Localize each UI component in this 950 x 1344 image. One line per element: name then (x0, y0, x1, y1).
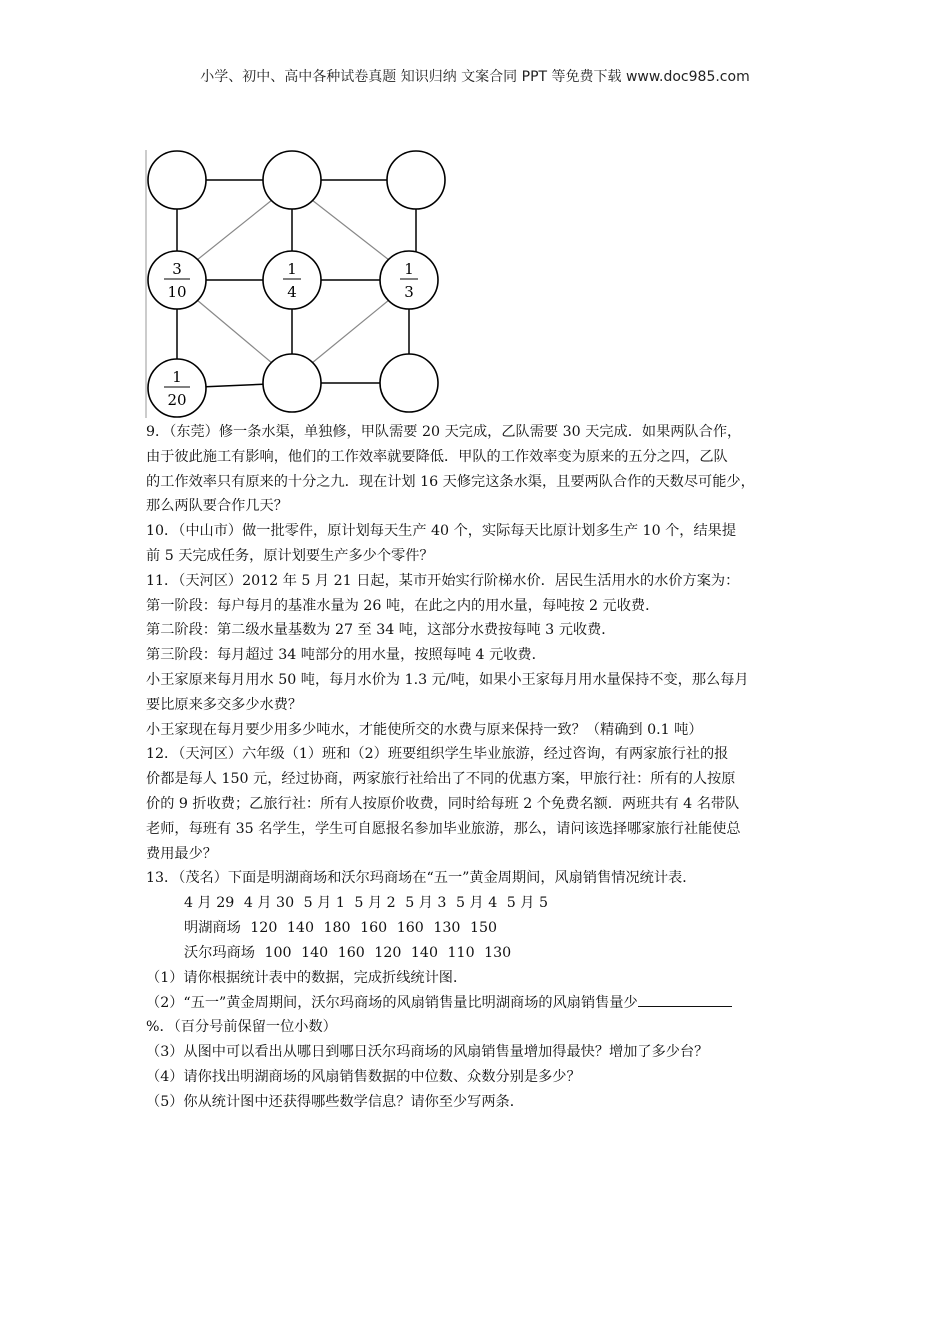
question-line: 10．（中山市）做一批零件，原计划每天生产 40 个，实际每天比原计划多生产 10 个，结果提 (146, 523, 737, 540)
questions (146, 420, 826, 1114)
value-cell: 140 (410, 944, 438, 961)
empty-circle (387, 151, 445, 209)
date-cell: 4 月 29 (184, 895, 235, 912)
question-13 (146, 866, 826, 1114)
question-line: 小王家现在每月要少用多少吨水，才能使所交的水费与原来保持一致？（精确到 0.1 吨） (146, 721, 703, 738)
table-row-minghu (146, 916, 826, 941)
question-line: 老师，每班有 35 名学生，学生可自愿报名参加毕业旅游，那么，请问该选择哪家旅行社能使总 (146, 820, 741, 837)
question-line: 9．（东莞）修一条水渠，单独修，甲队需要 20 天完成，乙队需要 30 天完成．如果两队合作， (146, 424, 742, 440)
question-line: 费用最少？ (146, 845, 217, 862)
date-cell: 4 月 30 (243, 895, 295, 912)
sub-question-2 (146, 990, 826, 1015)
fraction-denominator: 20 (167, 391, 187, 409)
question-line: 价都是每人 150 元，经过协商，两家旅行社给出了不同的优惠方案，甲旅行社：所有的人按原 (146, 771, 736, 788)
sub-question-2-text: （2）“五一”黄金周期间，沃尔玛商场的风扇销售量比明湖商场的风扇销售量少 (146, 995, 638, 1012)
table-row-walmart (146, 941, 826, 966)
question-12 (146, 742, 826, 866)
answer-blank[interactable] (638, 990, 732, 1007)
value-cell: 160 (396, 919, 424, 936)
sub-question-5: （5）你从统计图中还获得哪些数学信息？请你至少写两条． (146, 1093, 524, 1110)
value-cell: 130 (433, 919, 461, 936)
page-header: 小学、初中、高中各种试卷真题 知识归纳 文案合同 PPT 等免费下载 www.doc985.com (200, 69, 750, 85)
table-dates-row (146, 891, 826, 916)
store-name: 明湖商场 (184, 919, 241, 936)
fraction-numerator: 1 (404, 260, 414, 278)
value-cell: 160 (360, 919, 388, 936)
question-line: 价的 9 折收费；乙旅行社：所有人按原价收费，同时给每班 2 个免费名额．两班共有 4 名带队 (146, 795, 740, 812)
value-cell: 160 (337, 944, 365, 961)
store-name: 沃尔玛商场 (184, 944, 255, 961)
question-9 (146, 420, 826, 519)
question-line: 前 5 天完成任务，原计划要生产多少个零件？ (146, 547, 434, 564)
date-cell: 5 月 3 (405, 895, 447, 912)
fraction-denominator: 4 (287, 283, 297, 301)
empty-circle (380, 354, 438, 412)
question-line: 第一阶段：每户每月的基准水量为 26 吨，在此之内的用水量，每吨按 2 元收费． (146, 597, 660, 614)
sub-question-4: （4）请你找出明湖商场的风扇销售数据的中位数、众数分别是多少？ (146, 1068, 581, 1085)
date-cell: 5 月 1 (303, 895, 345, 912)
value-cell: 130 (484, 944, 512, 961)
sub-question-1: （1）请你根据统计表中的数据，完成折线统计图． (146, 969, 468, 986)
value-cell: 140 (286, 919, 314, 936)
value-cell: 140 (301, 944, 329, 961)
fraction-numerator: 3 (172, 260, 182, 278)
value-cell: 120 (250, 919, 278, 936)
value-cell: 120 (374, 944, 402, 961)
fraction-numerator: 1 (172, 368, 182, 386)
empty-circle (263, 354, 321, 412)
question-line: 13．（茂名）下面是明湖商场和沃尔玛商场在“五一”黄金周期间，风扇销售情况统计表． (146, 870, 697, 887)
sub-question-2-tail: %．（百分号前保留一位小数） (146, 1019, 337, 1036)
date-cell: 5 月 2 (354, 895, 396, 912)
question-line: 11．（天河区）2012 年 5 月 21 日起，某市开始实行阶梯水价．居民生活用水的水价方案为： (146, 572, 740, 589)
question-11 (146, 569, 826, 743)
sub-question-3: （3）从图中可以看出从哪日到哪日沃尔玛商场的风扇销售量增加得最快？增加了多少台？ (146, 1043, 709, 1060)
question-line: 小王家原来每月用水 50 吨，每月水价为 1.3 元/吨，如果小王家每月用水量保持不变，那么每月 (146, 671, 749, 688)
value-cell: 180 (323, 919, 351, 936)
question-10 (146, 519, 826, 569)
fraction-numerator: 1 (287, 260, 297, 278)
empty-circle (148, 151, 206, 209)
question-line: 的工作效率只有原来的十分之九．现在计划 16 天修完这条水渠，且要两队合作的天数尽可能少， (146, 473, 755, 490)
question-line: 要比原来多交多少水费？ (146, 696, 303, 713)
question-line: 第二阶段：第二级水量基数为 27 至 34 吨，这部分水费按每吨 3 元收费． (146, 622, 616, 639)
date-cell: 5 月 4 (455, 895, 498, 912)
question-line: 12．（天河区）六年级（1）班和（2）班要组织学生毕业旅游，经过咨询，有两家旅行社的报 (146, 746, 729, 763)
fraction-denominator: 3 (404, 283, 414, 301)
empty-circle (263, 151, 321, 209)
circle-grid-diagram (140, 148, 450, 420)
date-cell: 5 月 5 (506, 895, 549, 912)
question-line: 由于彼此施工有影响，他们的工作效率就要降低．甲队的工作效率变为原来的五分之四，乙队 (146, 448, 728, 465)
question-line: 那么两队要合作几天？ (146, 498, 288, 515)
value-cell: 150 (469, 919, 498, 936)
value-cell: 100 (264, 944, 292, 961)
value-cell: 110 (447, 944, 475, 961)
fraction-denominator: 10 (167, 283, 187, 301)
question-line: 第三阶段：每月超过 34 吨部分的用水量，按照每吨 4 元收费． (146, 647, 546, 664)
